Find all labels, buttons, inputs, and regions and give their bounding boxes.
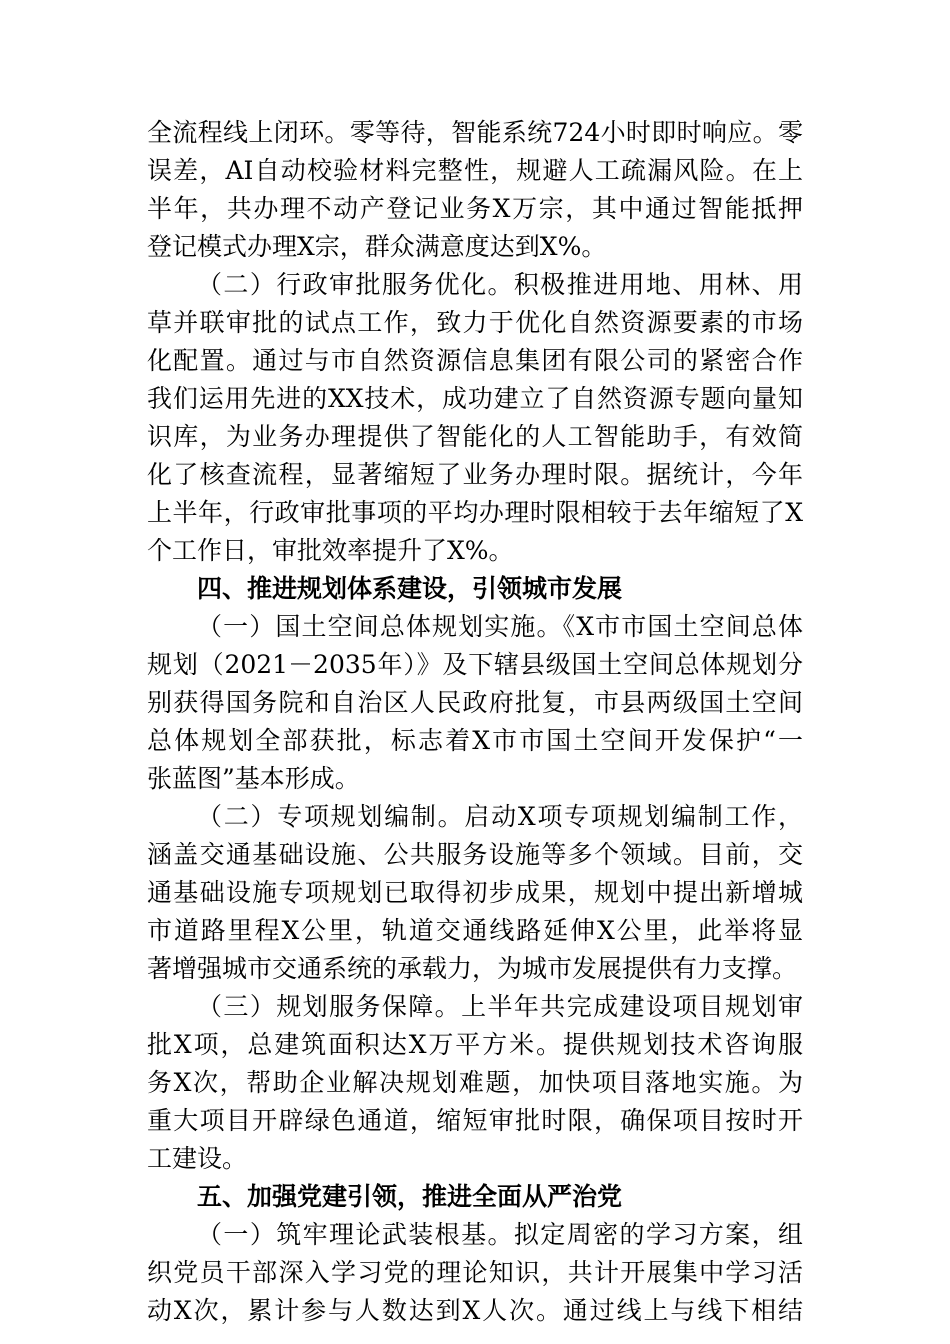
paragraph-line: 化了核查流程，显著缩短了业务办理时限。据统计，今年 — [147, 460, 803, 489]
paragraph-line: （三）规划服务保障。上半年共完成建设项目规划审 — [197, 992, 803, 1021]
paragraph-line: 登记模式办理X宗，群众满意度达到X%。 — [147, 232, 607, 261]
paragraph-line: 全流程线上闭环。零等待，智能系统724小时即时响应。零 — [147, 118, 803, 147]
paragraph-line: 半年，共办理不动产登记业务X万宗，其中通过智能抵押 — [147, 194, 803, 223]
paragraph-line: 总体规划全部获批，标志着X市市国土空间开发保护“一 — [147, 726, 803, 755]
paragraph-line: 化配置。通过与市自然资源信息集团有限公司的紧密合作 — [147, 346, 803, 375]
paragraph-line: 批X项，总建筑面积达X万平方米。提供规划技术咨询服 — [147, 1030, 803, 1059]
paragraph-line: 识库，为业务办理提供了智能化的人工智能助手，有效简 — [147, 422, 803, 451]
paragraph-line: 我们运用先进的XX技术，成功建立了自然资源专题向量知 — [147, 384, 803, 413]
paragraph-line: 重大项目开辟绿色通道，缩短审批时限，确保项目按时开 — [147, 1106, 803, 1135]
section-heading: 四、推进规划体系建设，引领城市发展 — [197, 574, 623, 603]
paragraph-line: 别获得国务院和自治区人民政府批复，市县两级国土空间 — [147, 688, 803, 717]
paragraph-line: 织党员干部深入学习党的理论知识，共计开展集中学习活 — [147, 1258, 803, 1287]
paragraph-line: 张蓝图”基本形成。 — [147, 764, 360, 793]
paragraph-line: 规划（2021－2035年）》及下辖县级国土空间总体规划分 — [147, 650, 803, 679]
paragraph-line: 工建设。 — [147, 1144, 248, 1173]
paragraph-line: 通基础设施专项规划已取得初步成果，规划中提出新增城 — [147, 878, 803, 907]
paragraph-line: （二）行政审批服务优化。积极推进用地、用林、用 — [197, 270, 803, 299]
paragraph-line: 涵盖交通基础设施、公共服务设施等多个领域。目前，交 — [147, 840, 803, 869]
paragraph-line: （一）筑牢理论武装根基。拟定周密的学习方案，组 — [197, 1220, 803, 1249]
paragraph-line: 著增强城市交通系统的承载力，为城市发展提供有力支撑。 — [147, 954, 798, 983]
paragraph-line: 动X次，累计参与人数达到X人次。通过线上与线下相结 — [147, 1296, 803, 1325]
section-heading: 五、加强党建引领，推进全面从严治党 — [197, 1182, 623, 1211]
paragraph-line: 上半年，行政审批事项的平均办理时限相较于去年缩短了X — [147, 498, 803, 527]
paragraph-line: （二）专项规划编制。启动X项专项规划编制工作， — [197, 802, 803, 831]
paragraph-line: 个工作日，审批效率提升了X%。 — [147, 536, 514, 565]
paragraph-line: 市道路里程X公里，轨道交通线路延伸X公里，此举将显 — [147, 916, 803, 945]
paragraph-line: 草并联审批的试点工作，致力于优化自然资源要素的市场 — [147, 308, 803, 337]
paragraph-line: 务X次，帮助企业解决规划难题，加快项目落地实施。为 — [147, 1068, 803, 1097]
paragraph-line: （一）国土空间总体规划实施。《X市市国土空间总体 — [197, 612, 803, 641]
paragraph-line: 误差，AI自动校验材料完整性，规避人工疏漏风险。在上 — [147, 156, 803, 185]
